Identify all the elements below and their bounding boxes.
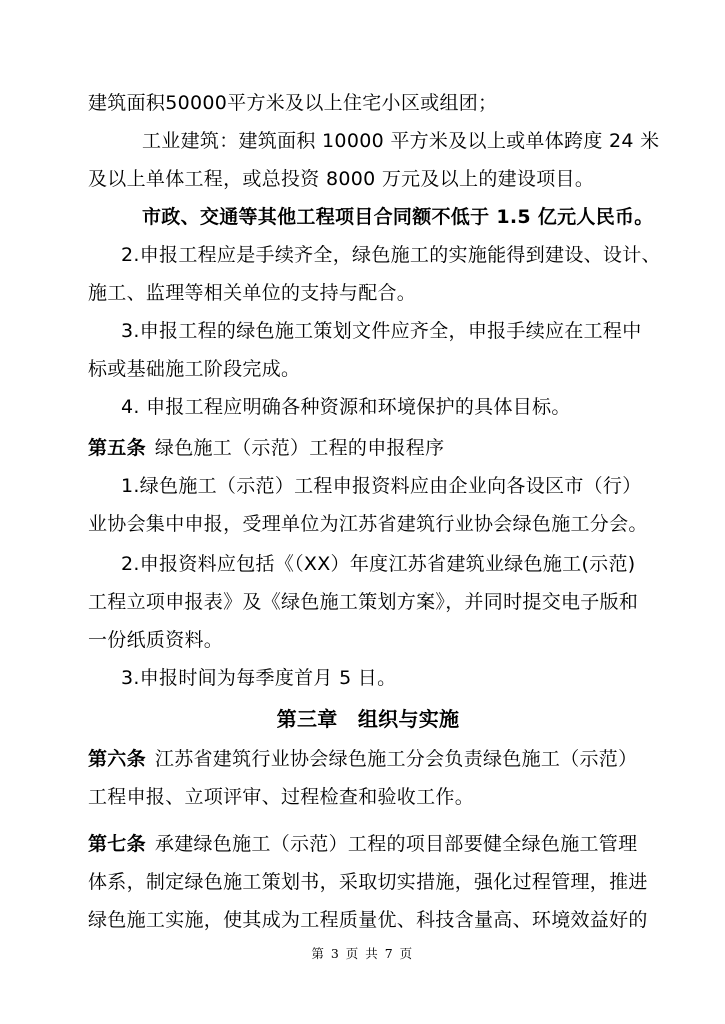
text-line: 工程立项申报表》及《绿色施工策划方案》，并同时提交电子版和 (88, 591, 639, 613)
chapter-heading: 第三章 组织与实施 (276, 707, 460, 731)
article-text: 承建绿色施工（示范）工程的项目部要健全绿色施工管理 (154, 833, 638, 855)
article-heading (88, 746, 648, 772)
text-line: 2.申报工程应是手续齐全，绿色施工的实施能得到建设、设计、 (121, 244, 661, 266)
text-line: 施工、监理等相关单位的支持与配合。 (88, 282, 417, 304)
article-text: 江苏省建筑行业协会绿色施工分会负责绿色施工（示范） (154, 748, 638, 770)
article-title: 绿色施工（示范）工程的申报程序 (154, 437, 445, 459)
text-line: 一份纸质资料。 (88, 629, 224, 651)
text-line-emphasis: 市政、交通等其他工程项目合同额不低于 1.5 亿元人民币。 (142, 206, 654, 228)
text-line: 体系，制定绿色施工策划书，采取切实措施，强化过程管理，推进 (88, 871, 648, 893)
text-line: 及以上单体工程，或总投资 8000 万元及以上的建设项目。 (88, 168, 595, 190)
page-footer: 第 3 页 共 7 页 (311, 946, 414, 961)
text-line: 绿色施工实施，使其成为工程质量优、科技含量高、环境效益好的 (88, 909, 648, 931)
article-number: 第五条 (88, 437, 146, 459)
article-heading (88, 435, 648, 461)
text-line: 3.申报时间为每季度首月 5 日。 (121, 667, 397, 689)
text-line: 4. 申报工程应明确各种资源和环境保护的具体目标。 (121, 396, 571, 418)
text-line: 业协会集中申报，受理单位为江苏省建筑行业协会绿色施工分会。 (88, 513, 648, 535)
text-line: 3.申报工程的绿色施工策划文件应齐全，申报手续应在工程中 (121, 320, 642, 342)
text-line: 建筑面积50000平方米及以上住宅小区或组团； (88, 92, 498, 114)
article-number: 第六条 (88, 748, 146, 770)
article-heading (88, 831, 648, 857)
text-line: 1.绿色施工（示范）工程申报资料应由企业向各设区市（行） (121, 475, 642, 497)
text-line: 标或基础施工阶段完成。 (88, 358, 301, 380)
text-line: 2.申报资料应包括《（XX）年度江苏省建筑业绿色施工(示范) (121, 553, 636, 575)
text-line: 工业建筑：建筑面积 10000 平方米及以上或单体跨度 24 米 (142, 130, 660, 152)
article-number: 第七条 (88, 833, 146, 855)
text-line: 工程申报、立项评审、过程检查和验收工作。 (88, 786, 475, 808)
